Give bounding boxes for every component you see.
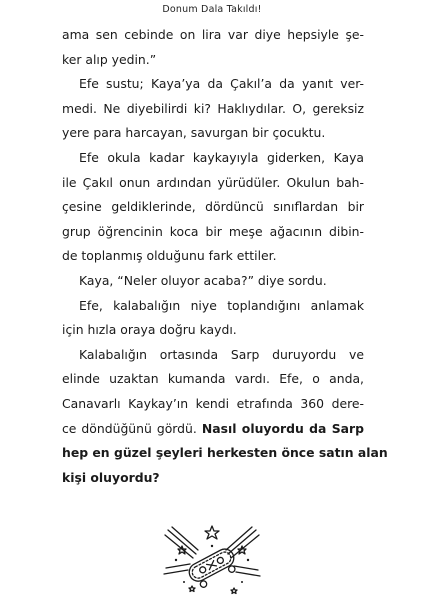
text-line-8: çesine geldiklerinde, dördüncü sınıflardan bir bbox=[62, 199, 364, 215]
text-line-19: kişi oluyordu? bbox=[62, 469, 160, 485]
running-title: Donum Dala Takıldı! bbox=[162, 4, 262, 15]
text-line-15: elinde uzaktan kumanda vardı. Efe, o anda, bbox=[62, 371, 364, 387]
text-line-7: ile Çakıl onun ardından yürüdüler. Okulun bah- bbox=[62, 174, 364, 190]
text-line-13: için hızla oraya doğru kaydı. bbox=[62, 322, 237, 338]
text-line-17-regular: ce döndüğünü gördü. bbox=[62, 420, 197, 436]
text-line-14: Kalabalığın ortasında Sarp duruyordu ve bbox=[79, 346, 364, 362]
text-line-9: grup öğrencinin koca bir meşe ağacının dibin- bbox=[62, 223, 364, 239]
body-text bbox=[62, 23, 388, 490]
skateboard-illustration-icon bbox=[162, 524, 262, 596]
text-line-11: Kaya, “Neler oluyor acaba?” diye sordu. bbox=[79, 272, 327, 288]
text-line-12: Efe, kalabalığın niye toplandığını anlamak bbox=[79, 297, 364, 313]
text-line-16: Canavarlı Kaykay’ın kendi etrafında 360 dere- bbox=[62, 395, 364, 411]
text-line-18: hep en güzel şeyleri herkesten önce satın alan bbox=[62, 445, 388, 461]
text-line-6: Efe okula kadar kaykayıyla giderken, Kaya bbox=[79, 149, 364, 165]
text-line-10: de toplanmış olduğunu fark ettiler. bbox=[62, 248, 277, 264]
text-line-17 bbox=[62, 417, 364, 442]
text-line-17-bold: Nasıl oluyordu da Sarp bbox=[201, 420, 365, 436]
text-line-4: medi. Ne diyebilirdi ki? Haklıydılar. O, gereksiz bbox=[62, 100, 364, 116]
text-line-1: ama sen cebinde on lira var diye hepsiyle şe- bbox=[62, 27, 364, 42]
text-line-5: yere para harcayan, savurgan bir çocuktu. bbox=[62, 125, 326, 141]
text-line-2: ker alıp yedin.” bbox=[62, 51, 157, 67]
text-line-3: Efe sustu; Kaya’ya da Çakıl’a da yanıt ver- bbox=[79, 76, 364, 92]
